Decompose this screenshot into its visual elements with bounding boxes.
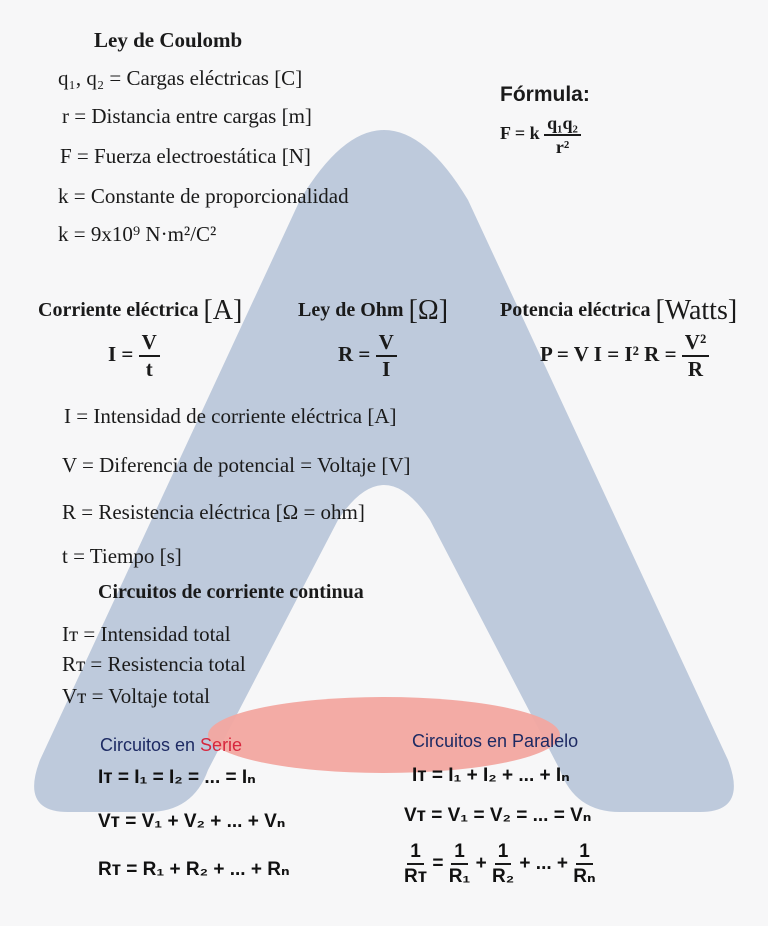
parallel-frac-rn bbox=[573, 842, 595, 886]
power-formula-lhs: P = V I = I² R = bbox=[540, 341, 677, 366]
coulomb-formula-lhs: F = k bbox=[500, 123, 540, 144]
parallel-frac-r1-num: 1 bbox=[451, 842, 468, 865]
power-formula-fraction bbox=[682, 332, 709, 380]
dc-title: Circuitos de corriente continua bbox=[98, 581, 364, 603]
power-heading bbox=[500, 297, 737, 325]
current-formula-fraction bbox=[139, 332, 160, 380]
current-unit: [A] bbox=[203, 295, 243, 326]
current-formula-denominator: t bbox=[145, 357, 153, 381]
series-title-prefix: Circuitos en bbox=[100, 735, 201, 755]
ohm-formula-denominator: I bbox=[382, 357, 391, 381]
parallel-frac-r2-num: 1 bbox=[495, 842, 512, 865]
parallel-title-prefix: Circuitos en bbox=[412, 731, 513, 751]
parallel-equals: = bbox=[432, 853, 444, 875]
current-formula-numerator: V bbox=[139, 332, 160, 357]
parallel-frac-r1-den: R₁ bbox=[448, 866, 471, 887]
ohm-heading bbox=[298, 297, 448, 325]
ohm-formula-numerator: V bbox=[376, 332, 397, 357]
current-heading bbox=[38, 297, 242, 325]
coulomb-title: Ley de Coulomb bbox=[94, 28, 243, 52]
coulomb-def-constant-value: k = 9x10⁹ N·m²/C² bbox=[58, 222, 217, 246]
parallel-frac-r1 bbox=[449, 842, 471, 886]
coulomb-def-constant: k = Constante de proporcionalidad bbox=[58, 184, 349, 208]
parallel-plus: + bbox=[475, 853, 487, 875]
coulomb-formula-denominator: r² bbox=[555, 137, 570, 157]
coulomb-def-charges: q₁, q₂ = Cargas eléctricas [C] bbox=[58, 66, 303, 90]
coulomb-formula-fraction bbox=[544, 114, 581, 156]
ohm-formula-lhs: R = bbox=[338, 341, 371, 366]
dc-def-total-intensity: Iᴛ = Intensidad total bbox=[62, 622, 231, 646]
def-resistance: R = Resistencia eléctrica [Ω = ohm] bbox=[62, 500, 365, 524]
ohm-formula-fraction bbox=[376, 332, 397, 380]
current-formula-lhs: I = bbox=[108, 341, 134, 366]
def-intensity: I = Intensidad de corriente eléctrica [A] bbox=[64, 404, 397, 428]
parallel-eq-current: Iᴛ = I₁ + I₂ + ... + Iₙ bbox=[412, 765, 570, 786]
series-title bbox=[100, 736, 242, 754]
power-formula-numerator: V² bbox=[682, 332, 709, 357]
series-title-accent: Serie bbox=[200, 735, 243, 755]
coulomb-formula-numerator: q₁q₂ bbox=[544, 114, 581, 136]
coulomb-def-force: F = Fuerza electroestática [N] bbox=[60, 144, 311, 168]
parallel-dots: + ... + bbox=[519, 853, 569, 875]
parallel-eq-voltage: Vᴛ = V₁ = V₂ = ... = Vₙ bbox=[404, 805, 592, 826]
current-formula bbox=[108, 332, 160, 380]
power-formula bbox=[540, 332, 709, 380]
coulomb-def-distance: r = Distancia entre cargas [m] bbox=[62, 104, 312, 128]
power-formula-denominator: R bbox=[687, 357, 704, 381]
power-unit: [Watts] bbox=[655, 295, 738, 326]
coulomb-formula-label: Fórmula: bbox=[500, 83, 590, 106]
parallel-eq-resistance bbox=[404, 842, 596, 886]
parallel-title-accent: Paralelo bbox=[512, 731, 579, 751]
def-voltage: V = Diferencia de potencial = Voltaje [V] bbox=[62, 453, 411, 477]
power-title: Potencia eléctrica bbox=[500, 299, 651, 321]
parallel-frac-total-den: Rᴛ bbox=[404, 866, 428, 887]
parallel-frac-r2-den: R₂ bbox=[491, 866, 515, 887]
parallel-title bbox=[412, 732, 578, 750]
dc-def-total-voltage: Vᴛ = Voltaje total bbox=[62, 684, 210, 708]
parallel-frac-rn-den: Rₙ bbox=[573, 866, 596, 887]
current-title: Corriente eléctrica bbox=[38, 299, 199, 321]
coulomb-formula bbox=[500, 114, 581, 156]
parallel-frac-r2 bbox=[492, 842, 514, 886]
ohm-unit: [Ω] bbox=[408, 295, 449, 326]
parallel-frac-total bbox=[404, 842, 427, 886]
parallel-frac-rn-num: 1 bbox=[576, 842, 593, 865]
ohm-title: Ley de Ohm bbox=[298, 299, 404, 321]
parallel-frac-total-num: 1 bbox=[407, 842, 424, 865]
dc-def-total-resistance: Rᴛ = Resistencia total bbox=[62, 652, 246, 676]
series-eq-voltage: Vᴛ = V₁ + V₂ + ... + Vₙ bbox=[98, 811, 286, 832]
series-eq-current: Iᴛ = I₁ = I₂ = ... = Iₙ bbox=[98, 767, 256, 788]
def-time: t = Tiempo [s] bbox=[62, 544, 182, 568]
series-eq-resistance: Rᴛ = R₁ + R₂ + ... + Rₙ bbox=[98, 859, 290, 880]
ohm-formula bbox=[338, 332, 397, 380]
